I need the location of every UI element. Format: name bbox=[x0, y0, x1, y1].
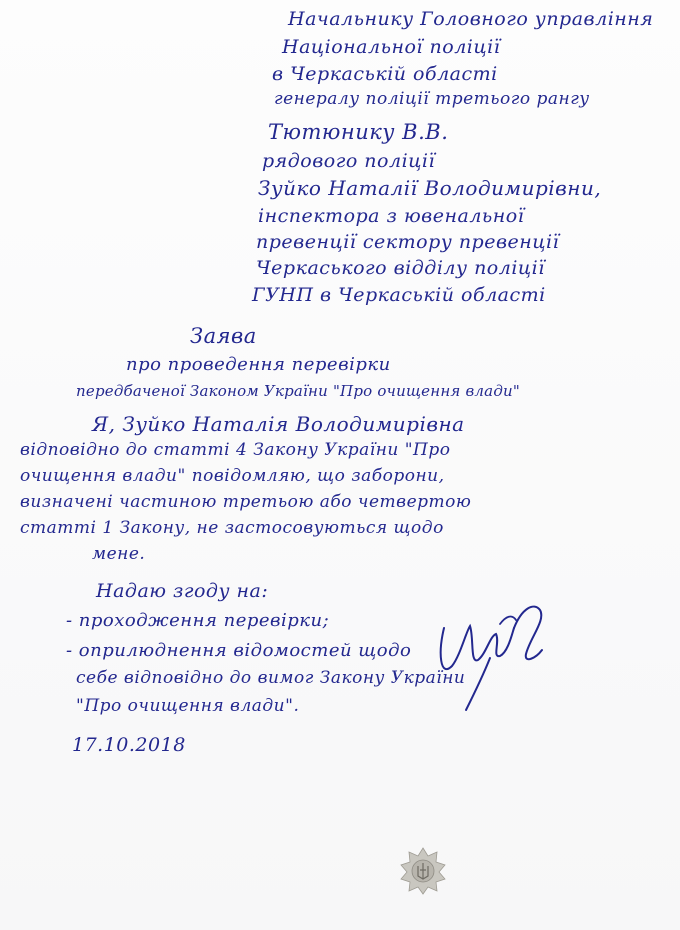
statement-title: Заява bbox=[190, 324, 257, 348]
addressee-line-4: генералу поліції третього рангу bbox=[274, 89, 590, 109]
consent-item-2: - оприлюднення відомостей щодо bbox=[66, 640, 412, 661]
police-badge-icon bbox=[398, 846, 448, 896]
signature-icon bbox=[430, 598, 560, 718]
sender-line-5: Черкаського відділу поліції bbox=[256, 257, 545, 279]
statement-subtitle-2: передбаченої Законом України "Про очищення влади" bbox=[76, 382, 520, 400]
sender-line-6: ГУНП в Черкаській області bbox=[252, 284, 546, 306]
statement-line-6: мене. bbox=[92, 544, 146, 564]
consent-title: Надаю згоду на: bbox=[96, 580, 269, 602]
addressee-line-5: Тютюнику В.В. bbox=[268, 120, 449, 144]
addressee-line-3: в Черкаській області bbox=[272, 63, 498, 85]
statement-line-1: Я, Зуйко Наталія Володимирівна bbox=[92, 412, 465, 436]
statement-line-3: очищення влади" повідомляю, що заборони, bbox=[20, 466, 445, 486]
consent-item-1: - проходження перевірки; bbox=[66, 610, 330, 631]
sender-line-4: превенції сектору превенції bbox=[256, 231, 560, 253]
statement-line-5: статті 1 Закону, не застосовуються щодо bbox=[20, 518, 444, 538]
statement-line-4: визначені частиною третьою або четвертою bbox=[20, 492, 472, 512]
addressee-line-1: Начальнику Головного управління bbox=[288, 8, 654, 30]
sender-line-1: рядового поліції bbox=[262, 150, 436, 172]
statement-subtitle-1: про проведення перевірки bbox=[126, 354, 391, 375]
sender-line-3: інспектора з ювенальної bbox=[258, 205, 525, 227]
statement-date: 17.10.2018 bbox=[72, 734, 186, 756]
addressee-line-2: Національної поліції bbox=[282, 36, 501, 58]
consent-item-4: "Про очищення влади". bbox=[76, 696, 300, 716]
consent-item-3: себе відповідно до вимог Закону України bbox=[76, 668, 466, 688]
statement-line-2: відповідно до статті 4 Закону України "Про bbox=[20, 440, 451, 460]
sender-line-2: Зуйко Наталії Володимирівни, bbox=[258, 176, 602, 200]
